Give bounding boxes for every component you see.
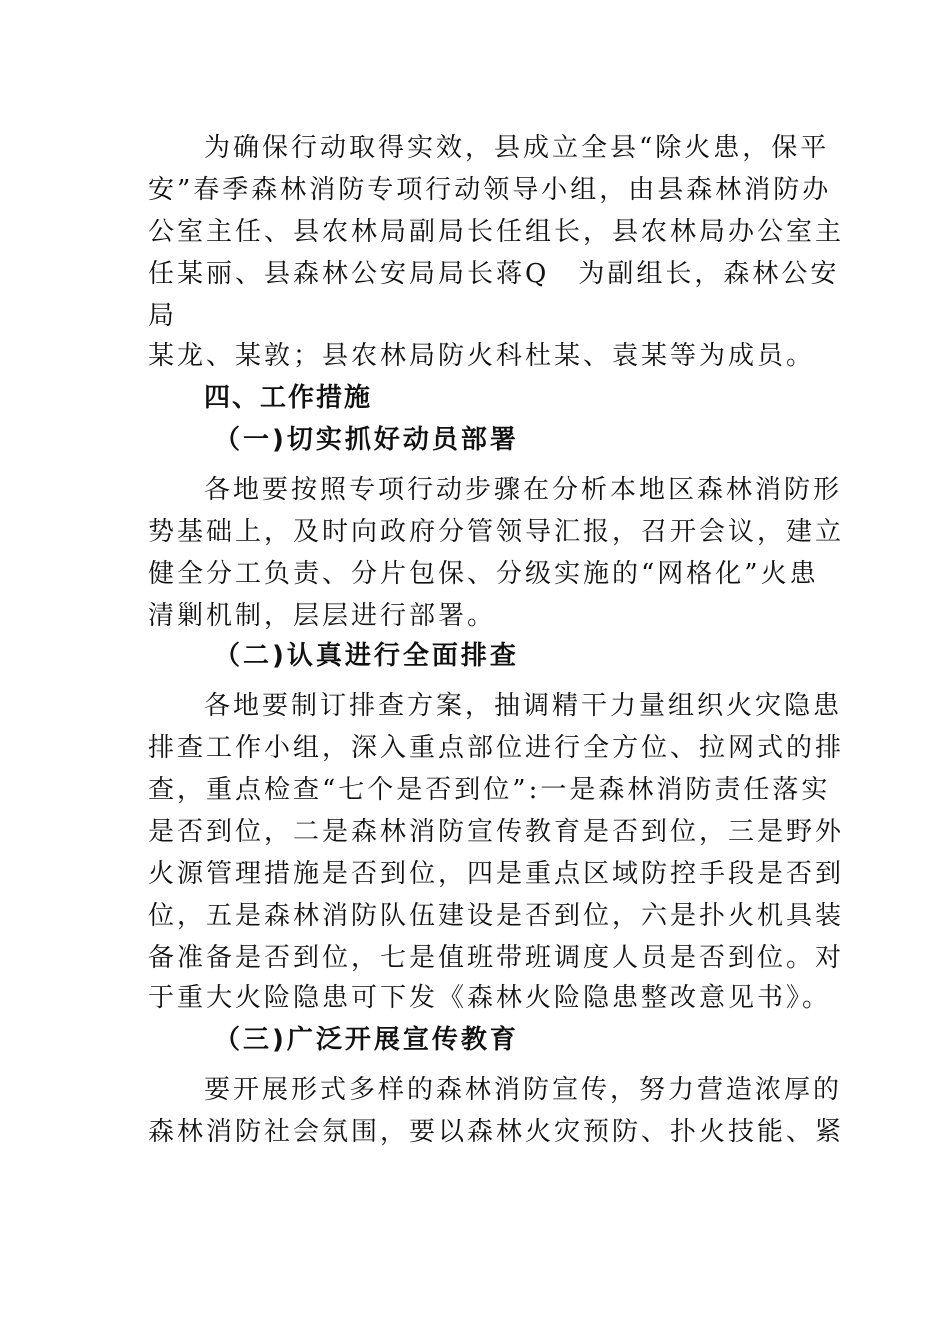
paragraph-line: 备准备是否到位，七是值班带班调度人员是否到位。对 bbox=[148, 943, 845, 973]
paragraph-line: 为确保行动取得实效，县成立全县“除火患，保平 bbox=[204, 133, 830, 163]
subsection-heading: （一)切实抓好动员部署 bbox=[214, 425, 519, 455]
paragraph-line: 位，五是森林消防队伍建设是否到位，六是扑火机具装 bbox=[148, 901, 845, 931]
section-heading: 四、工作措施 bbox=[204, 383, 373, 413]
paragraph-line: 健全分工负责、分片包保、分级实施的“网格化”火患 bbox=[148, 559, 819, 589]
paragraph-line: 任某丽、县森林公安局局长蒋Q 为副组长，森林公安 bbox=[148, 259, 840, 289]
paragraph-line: 局 bbox=[148, 301, 178, 331]
subsection-heading: （三)广泛开展宣传教育 bbox=[214, 1025, 519, 1055]
subsection-heading: （二)认真进行全面排查 bbox=[214, 641, 519, 671]
paragraph-line: 势基础上，及时向政府分管领导汇报，召开会议，建立 bbox=[148, 517, 845, 547]
paragraph-line: 森林消防社会氛围，要以森林火灾预防、扑火技能、紧 bbox=[148, 1117, 845, 1147]
paragraph-line: 排查工作小组，深入重点部位进行全方位、拉网式的排 bbox=[148, 733, 845, 763]
paragraph-line: 各地要按照专项行动步骤在分析本地区森林消防形 bbox=[204, 475, 843, 505]
paragraph-line: 是否到位，二是森林消防宣传教育是否到位，三是野外 bbox=[148, 817, 845, 847]
paragraph-line: 要开展形式多样的森林消防宣传，努力营造浓厚的 bbox=[204, 1075, 843, 1105]
paragraph-line: 清剿机制，层层进行部署。 bbox=[148, 601, 497, 631]
paragraph-line: 公室主任、县农林局副局长任组长，县农林局办公室主 bbox=[148, 217, 845, 247]
paragraph-line: 查，重点检查“七个是否到位”:一是森林消防责任落实 bbox=[148, 775, 831, 805]
paragraph-line: 安”春季森林消防专项行动领导小组，由县森林消防办 bbox=[148, 175, 832, 205]
paragraph-line: 某龙、某敦；县农林局防火科杜某、袁某等为成员。 bbox=[148, 341, 816, 371]
paragraph-line: 各地要制订排查方案，抽调精干力量组织火灾隐患 bbox=[204, 691, 843, 721]
paragraph-line: 于重大火险隐患可下发《森林火险隐患整改意见书》。 bbox=[148, 983, 832, 1013]
paragraph-line: 火源管理措施是否到位，四是重点区域防控手段是否到 bbox=[148, 859, 845, 889]
